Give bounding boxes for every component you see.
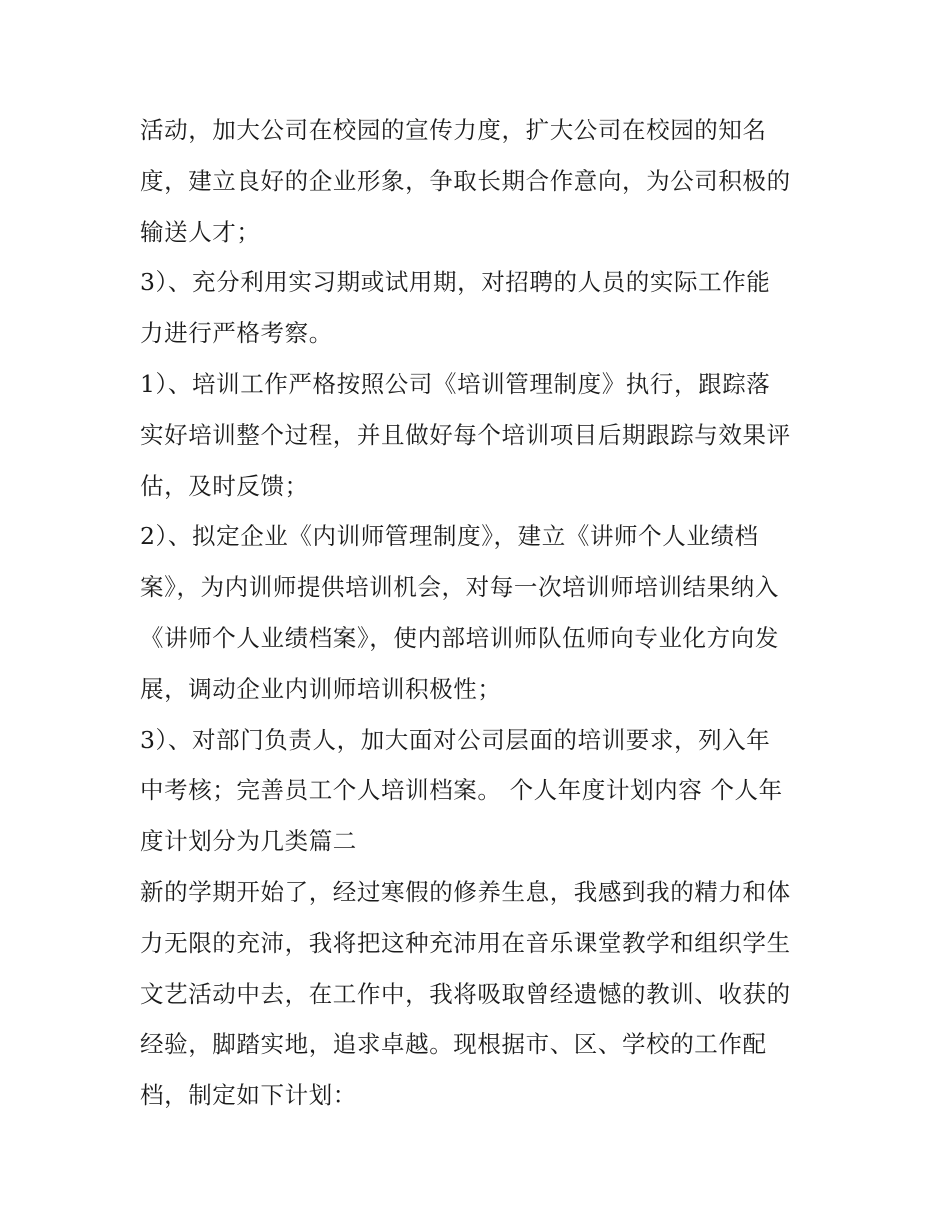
text-line: 3）、充分利用实习期或试用期，对招聘的人员的实际工作能 (140, 268, 771, 297)
text-line: 输送人才； (140, 217, 261, 246)
text-line: 经验，脚踏实地，追求卓越。现根据市、区、学校的工作配 (140, 1030, 767, 1059)
text-line: 估，及时反馈； (140, 471, 309, 500)
text-line: 力无限的充沛，我将把这种充沛用在音乐课堂教学和组织学生 (140, 928, 791, 957)
text-line: 2）、拟定企业《内训师管理制度》，建立《讲师个人业绩档 (140, 522, 759, 551)
text-line: 度计划分为几类篇二 (140, 827, 357, 856)
text-line: 文艺活动中去，在工作中，我将吸取曾经遗憾的教训、收获的 (140, 979, 791, 1008)
text-line: 档，制定如下计划： (140, 1081, 357, 1110)
document-body (140, 105, 820, 1121)
text-line: 新的学期开始了，经过寒假的修养生息，我感到我的精力和体 (140, 877, 791, 906)
text-line: 1）、培训工作严格按照公司《培训管理制度》执行，跟踪落 (140, 369, 771, 398)
text-line: 力进行严格考察。 (140, 319, 333, 348)
text-line: 实好培训整个过程，并且做好每个培训项目后期跟踪与效果评 (140, 420, 791, 449)
text-line: 3）、对部门负责人，加大面对公司层面的培训要求，列入年 (140, 725, 771, 754)
text-line: 度，建立良好的企业形象，争取长期合作意向，为公司积极的 (140, 166, 791, 195)
text-line: 展，调动企业内训师培训积极性； (140, 674, 502, 703)
text-line: 中考核；完善员工个人培训档案。 个人年度计划内容 个人年 (140, 776, 783, 805)
text-line: 《讲师个人业绩档案》，使内部培训师队伍师向专业化方向发 (140, 623, 779, 652)
text-line: 活动，加大公司在校园的宣传力度，扩大公司在校园的知名 (140, 116, 767, 144)
text-line: 案》，为内训师提供培训机会，对每一次培训师培训结果纳入 (140, 573, 779, 602)
